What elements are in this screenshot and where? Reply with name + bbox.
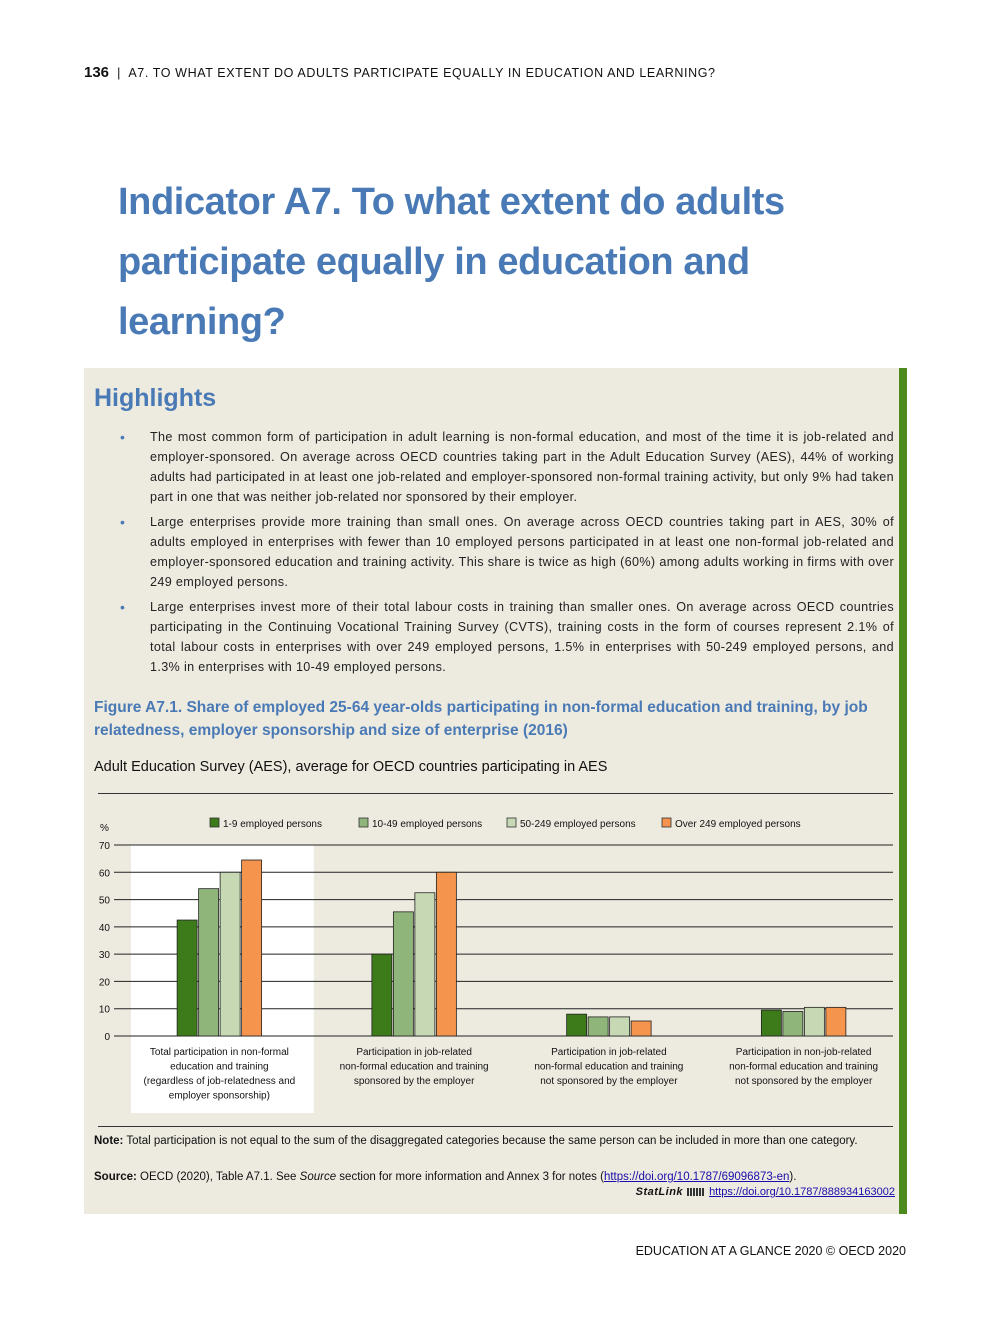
x-category-label: not sponsored by the employer [540, 1076, 678, 1087]
bar [804, 1007, 824, 1036]
x-category-label: Participation in job-related [356, 1047, 472, 1058]
y-tick-label: 30 [98, 950, 110, 962]
x-category-label: non-formal education and training [534, 1061, 684, 1073]
bar [242, 860, 262, 1036]
figure-source [94, 1168, 894, 1187]
highlight-item [114, 597, 894, 677]
bullet-icon: • [120, 514, 126, 530]
figure-note [94, 1132, 894, 1151]
y-tick-label: 60 [98, 868, 110, 880]
y-tick-label: 40 [98, 922, 110, 934]
bar [826, 1007, 846, 1036]
bar [415, 893, 435, 1036]
bar [631, 1021, 651, 1036]
bar [372, 954, 392, 1036]
bar [199, 889, 219, 1036]
highlight-text: Large enterprises provide more training than small ones. On average across OECD countries taking part in AES, 30% of adults employed in enterprises with fewer than 10 employed persons participated in at least one non-formal job-related and employer-sponsored education and training activity. This share is twice as high (60%) among adults working in firms with over 249 employed persons. [150, 515, 894, 589]
source-text-after: section for more information and Annex 3 for notes ( [339, 1171, 604, 1183]
legend-label: 10-49 employed persons [372, 819, 483, 830]
legend-label: Over 249 employed persons [675, 819, 801, 830]
bar-chart [84, 798, 899, 1118]
bar [436, 872, 456, 1036]
bar [761, 1010, 781, 1036]
y-tick-label: 10 [98, 1004, 110, 1016]
bar [783, 1011, 803, 1036]
x-category-label: (regardless of job-relatedness and [143, 1076, 296, 1087]
page-footer: EDUCATION AT A GLANCE 2020 © OECD 2020 [635, 1244, 906, 1258]
indicator-title: Indicator A7. To what extent do adults participate equally in education and learning? [118, 181, 785, 343]
statlink-barcode-icon [687, 1188, 705, 1196]
x-category-label: Participation in non-job-related [735, 1047, 872, 1058]
statlink-logo: StatLink [635, 1186, 684, 1198]
x-category-label: employer sponsorship) [168, 1090, 270, 1102]
bullet-icon: • [120, 599, 126, 615]
statlink-link[interactable]: https://doi.org/10.1787/888934163002 [709, 1186, 895, 1198]
highlights-accent-bar [899, 368, 907, 1214]
figure-top-rule [98, 793, 893, 794]
highlight-item [114, 512, 894, 592]
bar [567, 1014, 587, 1036]
highlights-list [114, 427, 894, 682]
bar [393, 912, 413, 1036]
legend-swatch [210, 818, 219, 827]
figure-subtitle: Adult Education Survey (AES), average for OECD countries participating in AES [94, 759, 608, 775]
figure-title: Figure A7.1. Share of employed 25-64 year-olds participating in non-formal education and training, by job relatedness, employer sponsorship and size of enterprise (2016) [94, 699, 868, 739]
page-number: 136 [84, 64, 110, 81]
x-category-label: Total participation in non-formal [149, 1047, 289, 1058]
running-head-text: A7. TO WHAT EXTENT DO ADULTS PARTICIPATE EQUALLY IN EDUCATION AND LEARNING? [128, 66, 716, 80]
x-category-label: Participation in job-related [551, 1047, 667, 1058]
running-head-separator: | [117, 66, 121, 80]
y-axis-label: % [100, 823, 109, 834]
bar [177, 920, 197, 1036]
bar [220, 872, 240, 1036]
source-text-before: OECD (2020), Table A7.1. See [140, 1171, 297, 1183]
source-link[interactable]: https://doi.org/10.1787/69096873-en [603, 1171, 790, 1183]
legend-label: 50-249 employed persons [520, 819, 636, 830]
bullet-icon: • [120, 429, 126, 445]
y-tick-label: 50 [98, 895, 110, 907]
source-italic: Source [299, 1171, 337, 1183]
y-tick-label: 20 [98, 977, 110, 989]
highlight-text: Large enterprises invest more of their total labour costs in training than smaller ones. On average across OECD countries participating in the Continuing Vocational Training Survey (CVTS), training costs in the form of courses represent 2.1% of total labour costs in enterprises with over 249 employed persons, 1.5% in enterprises with 50-249 employed persons, and 1.3% in enterprises with 10-49 employed persons. [150, 600, 894, 674]
legend-swatch [507, 818, 516, 827]
x-category-label: not sponsored by the employer [734, 1076, 873, 1087]
note-label: Note: [94, 1135, 124, 1147]
legend-label: 1-9 employed persons [223, 819, 322, 830]
highlights-title: Highlights [94, 384, 217, 412]
bar [610, 1017, 630, 1036]
running-head [84, 64, 716, 81]
source-close: ). [789, 1171, 797, 1183]
x-category-label: non-formal education and training [729, 1061, 879, 1073]
y-tick-label: 0 [104, 1032, 110, 1043]
highlight-item [114, 427, 894, 507]
note-text: Total participation is not equal to the sum of the disaggregated categories because the same person can be included in more than one category. [126, 1135, 858, 1147]
x-category-label: sponsored by the employer [353, 1076, 475, 1087]
statlink [636, 1186, 895, 1198]
legend-swatch [359, 818, 368, 827]
figure-bottom-rule [98, 1126, 893, 1127]
y-tick-label: 70 [98, 841, 110, 852]
source-label: Source: [94, 1171, 137, 1183]
bar [588, 1017, 608, 1036]
legend-swatch [662, 818, 671, 827]
highlights-box [84, 368, 899, 1214]
x-category-label: education and training [170, 1061, 269, 1073]
highlight-text: The most common form of participation in adult learning is non-formal education, and most of the time it is job-related and employer-sponsored. On average across OECD countries taking part in the Adult Education Survey (AES), 44% of working adults had participated in at least one job-related and employer-sponsored non-formal training activity, but only 9% had taken part in one that was neither job-related nor sponsored by their employer. [150, 430, 894, 504]
x-category-label: non-formal education and training [339, 1061, 489, 1073]
